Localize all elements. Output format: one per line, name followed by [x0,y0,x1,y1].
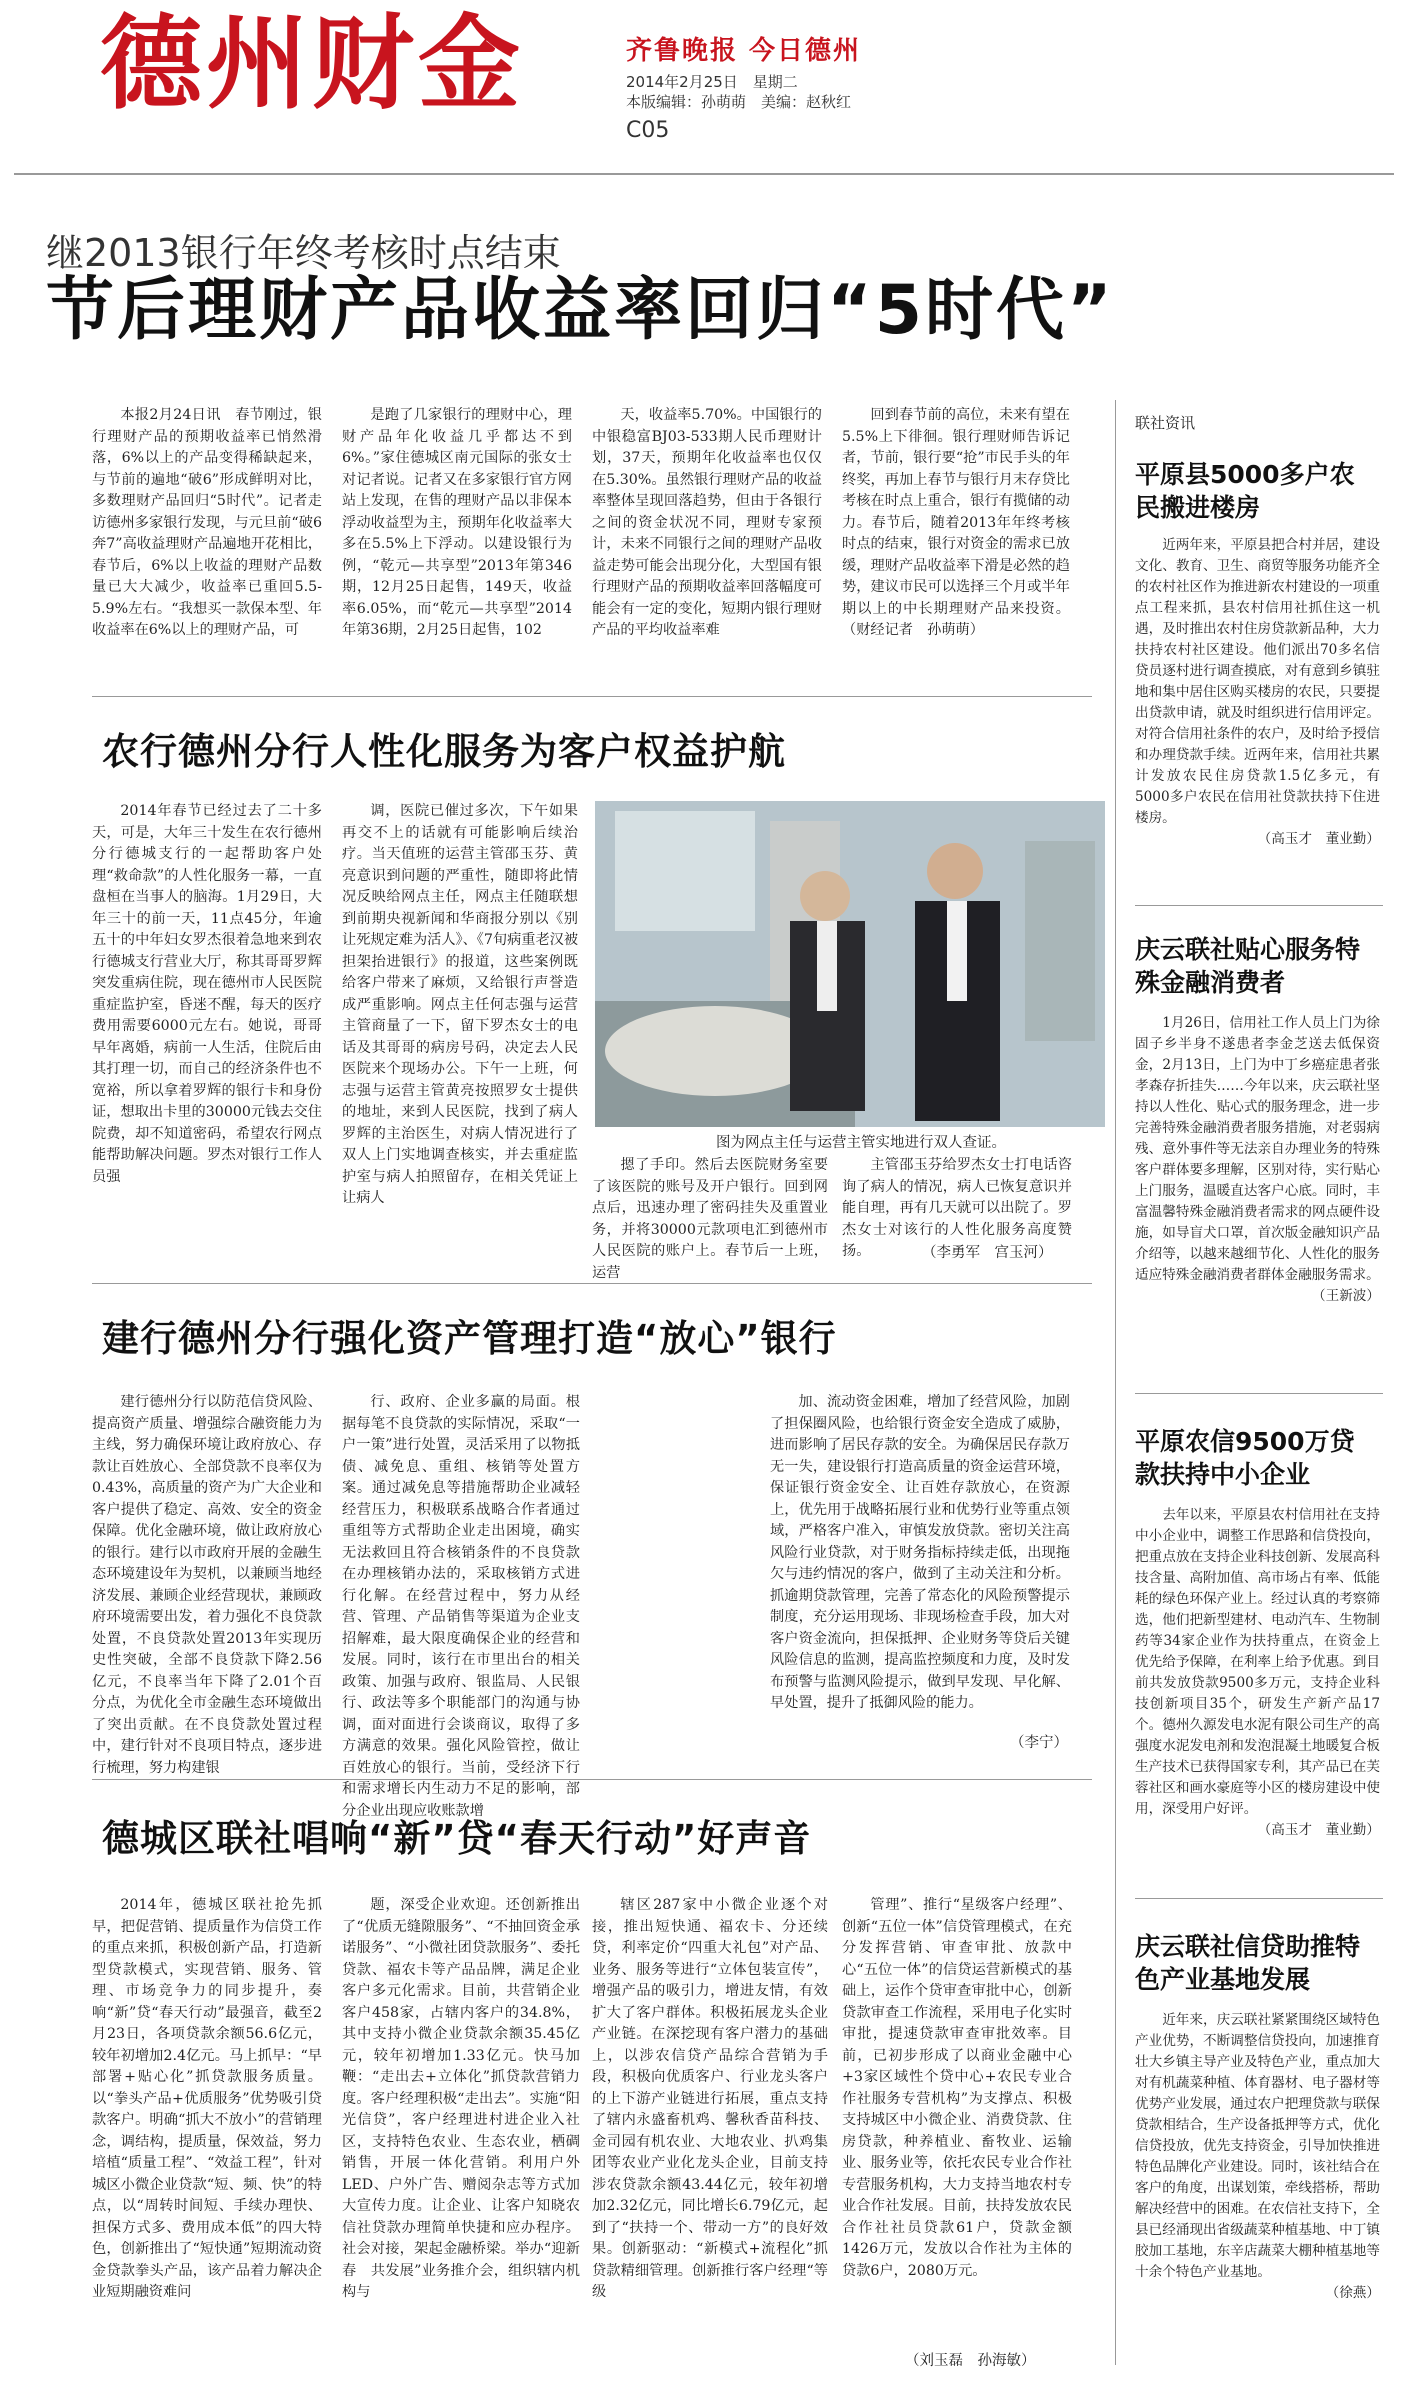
sidebar-header: 联社资讯 [1135,414,1196,432]
lead-column: 天，收益率5.70%。中国银行的中银稳富BJ03-533期人民币理财计划，37天，预期年化收益率也仅仅在5.30%。虽然银行理财产品的收益率整体呈现回落趋势，但由于各银行之间的资金状况不同，理财专家预计，未来不同银行之间的理财产品收益走势可能会出现分化，大型国有银行理财产品的预期收益率回落幅度可能会有一定的变化，短期内银行理财产品的平均收益率难 [592,407,822,638]
photo-caption: 图为网点主任与运营主管实地进行双人查证。 [716,1135,1006,1151]
article-column: 主管邵玉芬给罗杰女士打电话咨询了病人的情况，病人已恢复意识并能自理，再有几天就可以出院了。罗杰女士对该行的人性化服务高度赞扬。 [842,1157,1072,1259]
sidebar-divider [1135,1898,1383,1899]
sidebar-item-title: 庆云联社贴心服务特殊金融消费者 [1135,935,1361,997]
article-title-abc: 农行德州分行人性化服务为客户权益护航 [102,730,786,773]
byline: （李勇军 宫玉河） [922,1245,1053,1261]
byline: （徐燕） [1325,2285,1380,2301]
byline: （李宁） [1010,1735,1068,1751]
lead-headline: 节后理财产品收益率回归“5时代” [46,271,1115,350]
paper-logo: 齐鲁晚报 今日德州 [626,36,862,66]
article-column: 摁了手印。然后去医院财务室要了该医院的账号及开户银行。回到网点后，迅速办理了密码挂失及重置业务，并将30000元款项电汇到德州市人民医院的账户上。春节后一上班，运营 [592,1157,828,1281]
sidebar-item-text: 近年来，庆云联社紧紧围绕区域特色产业优势，不断调整信贷投向，加速推育壮大乡镇主导产业及特色产业，重点加大对有机蔬菜种植、体育器材、电子器材等优势产业发展，通过农户把理贷款与联保贷款相结合，生产设备抵押等方式，优化信贷投放，优先支持资金，引导加快推进特色品牌化产业建设。同时，该社结合在客户的角度，出谋划策，牵线搭桥，帮助解决经营中的困难。在农信社支持下，全县已经涌现出省级蔬菜种植基地、中丁镇胶加工基地，东辛店蔬菜大棚种植基地等十余个特色产业基地。 （徐燕） [1135,2010,1380,2365]
sidebar-item-title: 平原农信9500万贷款扶持中小企业 [1135,1427,1355,1489]
byline: （高玉才 董业勤） [1257,831,1380,847]
lead-column: 本报2月24日讯 春节刚过，银行理财产品的预期收益率已悄然滑落，6%以上的产品变得稀缺起来，与节前的遍地“破6”形成鲜明对比，多数理财产品回归“5时代”。记者走访德州多家银行发现，与元旦前“破6奔7”高收益理财产品遍地开花相比，春节后，6%以上收益的理财产品数量已大大减少，收益率已重回5.5-5.9%左右。“我想买一款保本型、年收益率在6%以上的理财产品，可 [92,407,322,638]
lead-column: 回到春节前的高位，未来有望在5.5%上下徘徊。银行理财师告诉记者，节前，银行要“抢”市民手头的年终奖，再加上春节与银行月末存贷比考核在时点上重合，银行有揽储的动力。春节后，随着2013年年终考核时点的结束，银行对资金的需求已放缓，理财产品收益率下滑是必然的趋势，建议市民可以选择三个月或半年期以上的中长期理财产品来投资。（财经记者 孙萌萌） [842,407,1070,638]
sidebar-divider [1135,1393,1383,1394]
byline: （王新波） [1312,1288,1380,1304]
article-column: 管理”、推行“星级客户经理”、创新“五位一体”信贷管理模式，在充分发挥营销、审查审批、放款中心“五位一体”的信贷运营新模式的基础上，运作个贷审查审批中心，创新贷款审查工作流程，采用电子化实时审批，提速贷款审查审批效率。目前，已初步形成了以商业金融中心+3家区域性个贷中心+农民专业合作社服务专营机构”为支撑点、积极支持城区中小微企业、消费贷款、住房贷款，种养植业、畜牧业、运输业、服务业等，依托农民专业合作社专营服务机构，大力支持当地农村专业合作社发展。目前，扶持发放农民合作社社员贷款61户，贷款金额1426万元，发放以合作社为主体的贷款6户，2080万元。 [842,1897,1072,2279]
byline: （刘玉磊 孙海敏） [905,2353,1036,2369]
sidebar-item-title: 平原县5000多户农民搬进楼房 [1135,460,1355,522]
article-column: 行、政府、企业多赢的局面。根据每笔不良贷款的实际情况，采取“一户一策”进行处置，灵活采用了以物抵债、减免息、重组、核销等处置方案。通过减免息等措施帮助企业减轻经营压力，积极联系战略合作者通过重组等方式帮助企业走出困境，确实无法救回且符合核销条件的不良贷款在办理核销办法的，采取核销方式进行化解。在经营过程中，努力从经营、管理、产品销售等渠道为企业支招解难，最大限度确保企业的经营和发展。同时，该行在市里出台的相关政策、加强与政府、银监局、人民银行、政法等多个职能部门的沟通与协调，面对面进行会谈商议，取得了多方满意的效果。强化风险管控，做让百姓放心的银行。当前，受经济下行和需求增长内生动力不足的影响，部分企业出现应收账款增 [342,1394,580,1819]
sidebar-rule [1115,400,1116,2365]
sidebar-item-text: 去年以来，平原县农村信用社在支持中小企业中，调整工作思路和信贷投向，把重点放在支持企业科技创新、发展高科技含量、高附加值、高市场占有率、低能耗的绿色环保产业上。经过认真的考察筛选，他们把新型建材、电动汽车、生物制药等34家企业作为扶持重点，在资金上优先给予保障，在利率上给予优惠。到目前共发放贷款9500多万元，支持企业科技创新项目35个，研发生产新产品17个。德州久源发电水泥有限公司生产的高强度水泥发电剂和发泡混凝土地暖复合板生产技术已获得国家专利，其产品已在芙蓉社区和画水豪庭等小区的楼房建设中使用，深受用户好评。 （高玉才 董业勤） [1135,1505,1380,1885]
masthead-rule [14,173,1394,175]
section-divider [92,696,1092,697]
bank-staff-photo [595,801,1105,1127]
sidebar-item-text: 近两年来，平原县把合村并居，建设文化、教育、卫生、商贸等服务功能齐全的农村社区作为推进新农村建设的一项重点工程来抓，县农村信用社抓住这一机遇，及时推出农村住房贷款新品种，大力扶持农村社区建设。他们派出70多名信贷员逐村进行调查摸底，对有意到乡镇驻地和集中居住区购买楼房的农民，只要提出贷款申请，就及时组织进行信用评定。对符合信用社条件的农户，及时给予授信和办理贷款手续。近两年来，信用社共累计发放农民住房贷款1.5亿多元，有5000多户农民在信用社贷款扶持下住进楼房。 （高玉才 董业勤） [1135,535,1380,895]
article-column: 辖区287家中小微企业逐个对接，推出短快通、福农卡、分还续贷，利率定价“四重大礼包”对产品、业务、服务等进行“立体包装宣传”，增强产品的吸引力，增进友情，有效扩大了客户群体。积极拓展龙头企业产业链。在深挖现有客户潜力的基础上，以涉农信贷产品综合营销为手段，积极向优质客户、行业龙头客户的上下游产业链进行拓展，重点支持了辖内永盛畜机鸡、馨秋香苗科技、金司园有机农业、大地农业、扒鸡集团等农业产业化龙头企业，目前支持涉农贷款余额43.44亿元，较年初增加2.32亿元，同比增长6.79亿元，起到了“扶持一个、带动一方”的良好效果。创新驱动：“新模式+流程化”抓贷款精细管理。创新推行客户经理“等级 [592,1897,828,2300]
editor-line: 本版编辑：孙萌萌 美编：赵秋红 [626,93,852,111]
byline: （高玉才 董业勤） [1257,1822,1380,1838]
article-column: 2014年，德城区联社抢先抓早，把促营销、提质量作为信贷工作的重点来抓，积极创新产品，打造新型贷款模式，实现营销、服务、管理、市场竞争力的同步提升，奏响“新”贷“春天行动”最强音，截至2月23日，各项贷款余额56.6亿元，较年初增加2.4亿元。马上抓早：“早部署+贴心化”抓贷款服务质量。以“拳头产品+优质服务”优势吸引贷款客户。明确“抓大不放小”的营销理念，调结构，提质量，保效益，努力培植“质量工程”、“效益工程”，针对城区小微企业贷款“短、频、快”的特点，以“周转时间短、手续办理快、担保方式多、费用成本低”的四大特色，创新推出了“短快通”短期流动资金贷款拳头产品，该产品着力解决企业短期融资难问 [92,1897,322,2300]
section-divider [92,1283,1092,1284]
article-column: 2014年春节已经过去了二十多天，可是，大年三十发生在农行德州分行德城支行的一起帮助客户处理“救命款”的人性化服务一幕，一直盘桓在当事人的脑海。1月29日，大年三十的前一天，11点45分，年逾五十的中年妇女罗杰很着急地来到农行德城支行营业大厅，称其哥哥罗辉突发重病住院，现在德州市人民医院重症监护室，昏迷不醒，每天的医疗费用需要6000元左右。她说，哥哥早年离婚，病前一人生活，住院后由其打理一切，而自己的经济条件也不宽裕，所以拿着罗辉的银行卡和身份证，想取出卡里的30000元钱去交住院费，却不知道密码，希望农行网点能帮助解决问题。罗杰对银行工作人员强 [92,803,322,1185]
section-title: 德州财金 [100,5,524,124]
article-column: 加、流动资金困难，增加了经营风险，加剧了担保圈风险，也给银行资金安全造成了威胁，进而影响了居民存款的安全。为确保居民存款万无一失，建设银行打造高质量的资金运营环境，保证银行资金安全、让百姓存款放心，在资源上，优先用于战略拓展行业和优势行业等重点领域，严格客户准入，审慎发放贷款。密切关注高风险行业贷款，对于财务指标持续走低，出现拖欠与违约情况的客户，做到了主动关注和分析。抓逾期贷款管理，完善了常态化的风险预警提示制度，充分运用现场、非现场检查手段，加大对客户资金流向，担保抵押、企业财务等贷后关键风险信息的监测，提高监控频度和力度，及时发布预警与监测风险提示，做到早发现、早化解、早处置，提升了抵御风险的能力。 [770,1394,1070,1711]
sidebar-item-text: 1月26日，信用社工作人员上门为徐固子乡半身不遂患者李金芝送去低保资金，2月13日，上门为中丁乡癌症患者张孝森存折挂失……今年以来，庆云联社坚持以人性化、贴心式的服务理念，进一步完善特殊金融消费者服务措施，对老弱病残、意外事件等无法亲自办理业务的特殊客户群体要多理解，区别对待，实行贴心上门服务，温暖直达客户心底。同时，丰富温馨特殊金融消费者需求的网点硬件设施，如导盲犬口罩，首次版金融知识产品介绍等，以越来越细节化、人性化的服务适应特殊金融消费者群体金融服务需求。 （王新波） [1135,1013,1380,1383]
section-divider [92,1779,1092,1780]
issue-date: 2014年2月25日 星期二 [626,73,798,91]
sidebar-divider [1135,905,1383,906]
article-title-dechengqu: 德城区联社唱响“新”贷“春天行动”好声音 [102,1817,812,1860]
page-code: C05 [626,118,670,143]
article-column: 调，医院已催过多次，下午如果再交不上的话就有可能影响后续治疗。当天值班的运营主管邵玉芬、黄亮意识到问题的严重性，随即将此情况反映给网点主任，网点主任随联想到前期央视新闻和华商报分别以《别让死规定难为活人》、《7旬病重老汉被担架抬进银行》的报道，这些案例既给客户带来了麻烦，又给银行声誉造成严重影响。网点主任何志强与运营主管商量了一下，留下罗杰女士的电话及其哥哥的病房号码，决定去人民医院来个现场办公。下午一上班，何志强与运营主管黄亮按照罗女士提供的地址，来到人民医院，找到了病人罗辉的主治医生，对病人情况进行了双人上门实地调查核实，并去重症监护室与病人拍照留存，在相关凭证上让病人 [342,803,579,1206]
article-title-ccb: 建行德州分行强化资产管理打造“放心”银行 [102,1317,837,1360]
lead-kicker: 继2013银行年终考核时点结束 [46,231,561,275]
article-column: 题，深受企业欢迎。还创新推出了“优质无缝隙服务”、“不抽回资金承诺服务”、“小微社团贷款服务”、委托贷款、福农卡等产品品牌，满足企业客户多元化需求。目前，共营销企业客户458家，占辖内客户的34.8%，其中支持小微企业贷款余额35.45亿元，较年初增加1.33亿元。快马加鞭：“走出去+立体化”抓贷款营销力度。客户经理积极“走出去”。实施“阳光信贷”，客户经理进村进企业入社区，支持特色农业、生态农业，栖碉销售，开展一体化营销。利用户外LED、户外广告、赠阅杂志等方式加大宣传力度。让企业、让客户知晓农信社贷款办理简单快捷和应办程序。社会对接，架起金融桥梁。举办“迎新春 共发展”业务推介会，组织辖内机构与 [342,1897,580,2300]
article-column: 建行德州分行以防范信贷风险、提高资产质量、增强综合融资能力为主线，努力确保环境让政府放心、存款让百姓放心、全部贷款不良率仅为0.43%，高质量的资产为广大企业和客户提供了稳定、高效、安全的资金保障。优化金融环境，做让政府放心的银行。建行以市政府开展的金融生态环境建设年为契机，以兼顾当地经济发展、兼顾企业经营现状，兼顾政府环境需要出发，着力强化不良贷款处置，不良贷款处置2013年实现历史性突破，全部不良贷款下降2.56亿元，不良率当年下降了2.01个百分点，为优化全市金融生态环境做出了突出贡献。在不良贷款处置过程中，建行针对不良项目特点，逐步进行梳理，努力构建银 [92,1394,322,1776]
sidebar-item-title: 庆云联社信贷助推特色产业基地发展 [1135,1932,1361,1994]
photo-illustration [595,801,1105,1127]
lead-column: 是跑了几家银行的理财中心，理财产品年化收益几乎都达不到6%。”家住德城区南元国际的张女士对记者说。记者又在多家银行官方网站上发现，在售的理财产品以非保本浮动收益型为主，预期年化收益率大多在5.5%上下浮动。以建设银行为例，“乾元—共享型”2013年第346期，12月25日起售，149天，收益率6.05%，而“乾元—共享型”2014年第36期，2月25日起售，102 [342,407,572,638]
